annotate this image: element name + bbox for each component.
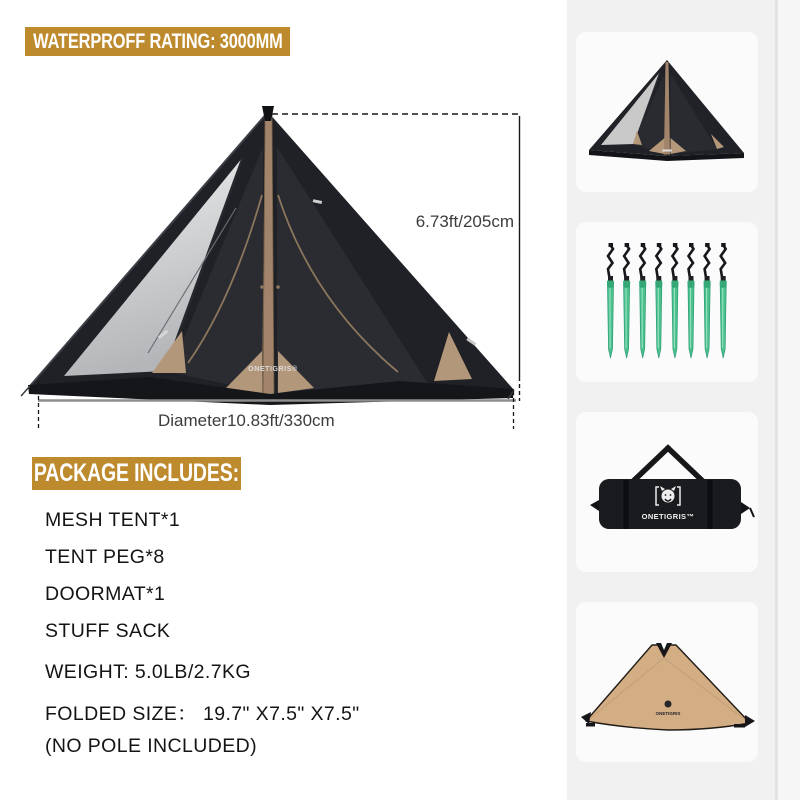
tent-pegs-icon <box>576 222 758 382</box>
doormat-icon <box>576 602 758 762</box>
list-item-folded-size: FOLDED SIZE： 19.7" X7.5" X7.5" <box>45 703 360 725</box>
rail-strip <box>778 0 800 800</box>
diameter-label: Diameter10.83ft/330cm <box>158 411 335 430</box>
thumbnail-card-doormat[interactable] <box>576 602 758 762</box>
waterproof-rating-label: WATERPROFF RATING: 3000MM <box>32 29 283 53</box>
tent-thumbnail-icon <box>576 32 758 192</box>
list-item-stuff-sack: STUFF SACK <box>45 620 171 642</box>
package-includes-label: PACKAGE INCLUDES: <box>34 459 239 487</box>
thumbnail-card-stuff-sack[interactable] <box>576 412 758 572</box>
list-item-doormat: DOORMAT*1 <box>45 583 166 605</box>
thumbnail-card-tent[interactable] <box>576 32 758 192</box>
thumbnail-card-pegs[interactable] <box>576 222 758 382</box>
package-includes-banner <box>32 457 241 490</box>
mat-brand-logo: ONETIGRIS <box>655 711 681 716</box>
stuff-sack-icon <box>576 412 758 572</box>
list-item-weight: WEIGHT: 5.0LB/2.7KG <box>45 661 251 683</box>
tent-brand-logo: ONETIGRIS® <box>248 366 298 373</box>
height-label: 6.73ft/205cm <box>415 212 514 231</box>
zipper-pull <box>260 285 264 289</box>
sack-brand-logo: ONETIGRIS™ <box>641 512 695 521</box>
list-item-tent-peg: TENT PEG*8 <box>45 546 165 568</box>
zipper-pull <box>276 285 280 289</box>
list-item-no-pole: (NO POLE INCLUDED) <box>45 735 257 757</box>
list-item-mesh-tent: MESH TENT*1 <box>45 509 181 531</box>
